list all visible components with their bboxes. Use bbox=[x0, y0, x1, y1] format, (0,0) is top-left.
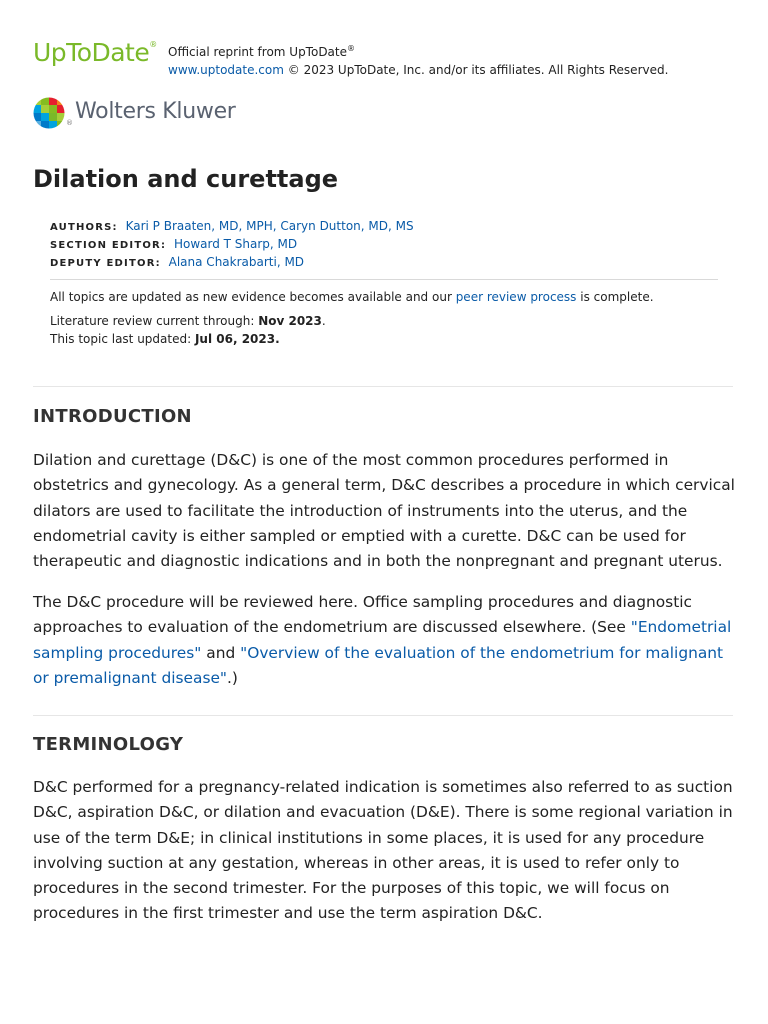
deputy-editor-link[interactable]: Alana Chakrabarti, MD bbox=[168, 255, 305, 269]
intro-p2-after: .) bbox=[227, 668, 238, 687]
introduction-heading: INTRODUCTION bbox=[33, 406, 192, 427]
last-updated-line bbox=[50, 330, 718, 348]
wolters-kluwer-reg: ® bbox=[66, 119, 73, 127]
article-metadata bbox=[50, 217, 718, 348]
peer-review-link[interactable]: peer review process bbox=[455, 290, 577, 304]
section-divider bbox=[33, 715, 733, 716]
last-updated-date: Jul 06, 2023. bbox=[194, 332, 280, 346]
reprint-notice bbox=[168, 40, 668, 79]
intro-p2-mid: and bbox=[201, 643, 241, 662]
literature-review-line bbox=[50, 312, 718, 330]
uptodate-site-link[interactable]: www.uptodate.com bbox=[168, 63, 284, 77]
section-editor-link[interactable]: Howard T Sharp, MD bbox=[173, 237, 298, 251]
copyright-line bbox=[168, 61, 668, 79]
update-text-before: All topics are updated as new evidence becomes available and our bbox=[50, 290, 456, 304]
authors-link[interactable]: Kari P Braaten, MD, MPH, Caryn Dutton, MD, MS bbox=[125, 219, 414, 233]
introduction-paragraph-2 bbox=[33, 590, 737, 691]
wolters-kluwer-name: Wolters Kluwer bbox=[75, 99, 236, 124]
copyright-text: © 2023 UpToDate, Inc. and/or its affiliates. All Rights Reserved. bbox=[283, 63, 669, 77]
terminology-paragraph-1: D&C performed for a pregnancy-related indication is sometimes also referred to as suction D&C, aspiration D&C, or dilation and evacuation (D&E). There is some regional variation in use of the term D&E; in clinical institutions in some places, it is used for any procedure involving suction at any gestation, whereas in other areas, it is used to refer only to procedures in the second trimester. For the purposes of this topic, we will focus on procedures in the first trimester and use the term aspiration D&C. bbox=[33, 778, 733, 923]
endometrium-evaluation-link[interactable]: "Overview of the evaluation of the endometrium for malignant or premalignant disease" bbox=[33, 643, 724, 687]
section-divider bbox=[33, 386, 733, 387]
page-title: Dilation and curettage bbox=[33, 165, 339, 193]
wolters-kluwer-globe-icon bbox=[33, 97, 65, 129]
authors-line bbox=[50, 217, 718, 235]
section-editor-label: SECTION EDITOR: bbox=[50, 240, 167, 251]
reprint-header bbox=[33, 38, 733, 77]
update-text-after: is complete. bbox=[576, 290, 654, 304]
wolters-kluwer-logo bbox=[33, 97, 293, 131]
lit-review-label: Literature review current through: bbox=[50, 314, 259, 328]
terminology-heading: TERMINOLOGY bbox=[33, 734, 184, 755]
deputy-editor-line bbox=[50, 253, 718, 271]
section-editor-line bbox=[50, 235, 718, 253]
uptodate-logo-reg: ® bbox=[149, 40, 157, 49]
last-updated-label: This topic last updated: bbox=[50, 332, 195, 346]
reprint-text: Official reprint from UpToDate bbox=[168, 45, 347, 59]
deputy-editor-label: DEPUTY EDITOR: bbox=[50, 258, 161, 269]
authors-label: AUTHORS: bbox=[50, 222, 118, 233]
update-notice bbox=[50, 288, 718, 306]
reprint-reg: ® bbox=[347, 44, 355, 53]
uptodate-logo[interactable] bbox=[33, 38, 157, 67]
introduction-paragraph-1: Dilation and curettage (D&C) is one of the most common procedures performed in obstetrics and gynecology. As a general term, D&C describes a procedure in which cervical dilators are used to facilitate the introduction of instruments into the uterus, and the endometrial cavity is either sampled or emptied with a curette. D&C can be used for therapeutic and diagnostic indications and in both the nonpregnant and pregnant uterus. bbox=[33, 451, 735, 571]
uptodate-logo-text: UpToDate bbox=[33, 38, 150, 67]
reprint-line bbox=[168, 40, 668, 61]
lit-review-date: Nov 2023 bbox=[258, 314, 322, 328]
intro-p2-before: The D&C procedure will be reviewed here. Office sampling procedures and diagnostic approaches to evaluation of the endometrium are discussed elsewhere. (See bbox=[33, 593, 692, 637]
lit-review-end: . bbox=[321, 314, 326, 328]
endometrial-sampling-link[interactable]: "Endometrial sampling procedures" bbox=[33, 618, 732, 662]
metadata-divider bbox=[50, 279, 718, 280]
